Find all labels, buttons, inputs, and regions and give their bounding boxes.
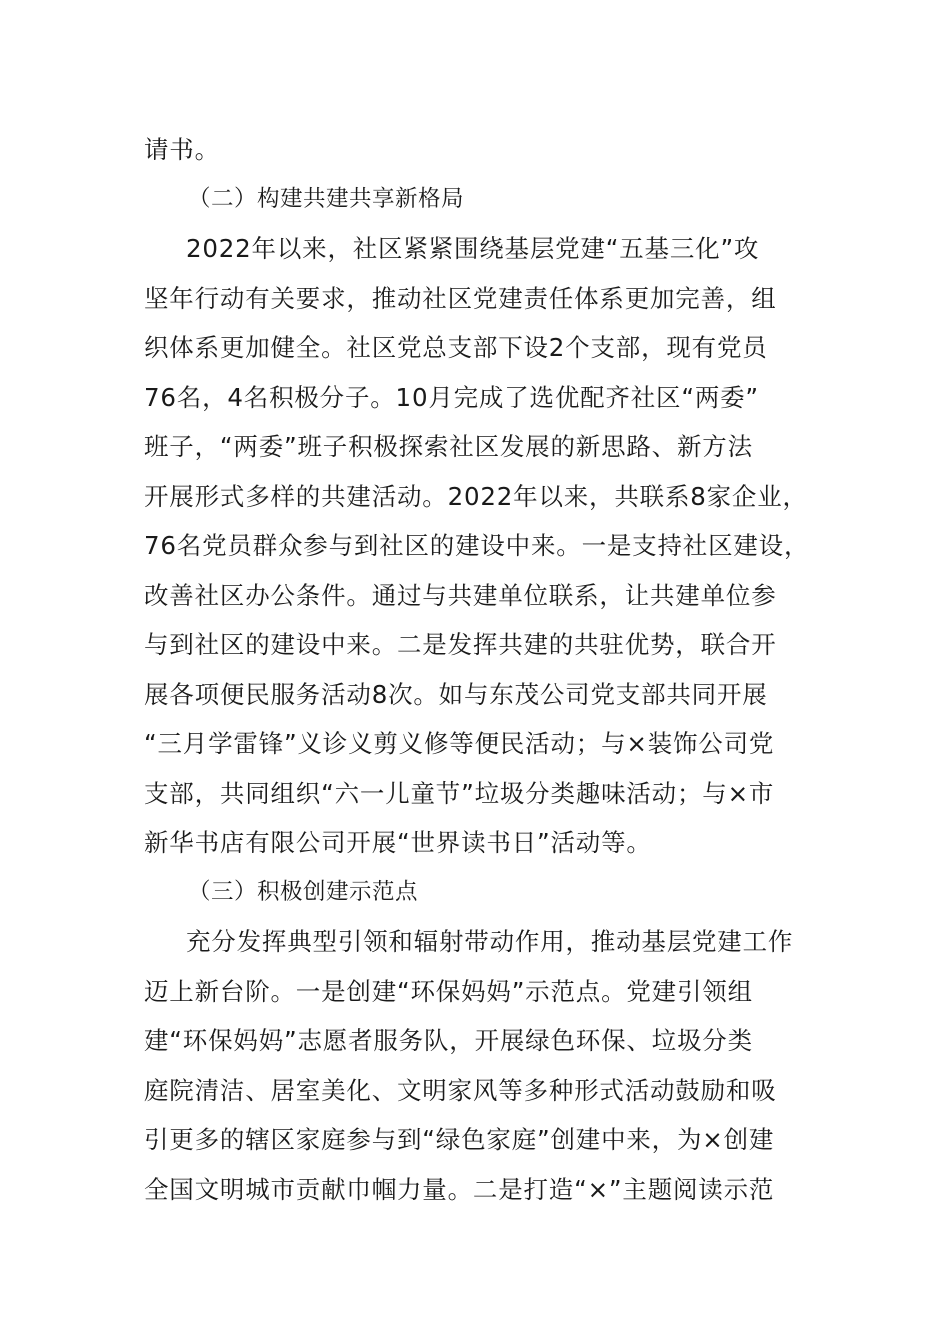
paragraph-line: 迈上新台阶。一是创建“环保妈妈”示范点。党建引领组 (144, 976, 753, 1006)
section-heading: （二）构建共建共享新格局 (188, 185, 465, 212)
paragraph-line: 支部，共同组织“六一儿童节”垃圾分类趣味活动；与×市 (144, 778, 775, 808)
paragraph-line: 充分发挥典型引领和辐射带动作用，推动基层党建工作 (186, 927, 794, 956)
paragraph-line: 织体系更加健全。社区党总支部下设2个支部，现有党员 (144, 333, 768, 362)
paragraph-line: 76名党员群众参与到社区的建设中来。一是支持社区建设， (144, 531, 810, 560)
paragraph-line: 建“环保妈妈”志愿者服务队，开展绿色环保、垃圾分类 (144, 1026, 753, 1055)
paragraph-line: 庭院清洁、居室美化、文明家风等多种形式活动鼓励和吸 (144, 1075, 777, 1105)
paragraph-line: 请书。 (144, 135, 220, 164)
paragraph-line: 2022年以来，社区紧紧围绕基层党建“五基三化”攻 (186, 234, 760, 263)
paragraph-line: 改善社区办公条件。通过与共建单位联系，让共建单位参 (144, 580, 777, 610)
paragraph-line: 76名，4名积极分子。10月完成了选优配齐社区“两委” (144, 382, 759, 412)
paragraph-line: 展各项便民服务活动8次。如与东茂公司党支部共同开展 (144, 679, 768, 709)
paragraph-line: 与到社区的建设中来。二是发挥共建的共驻优势，联合开 (144, 630, 777, 659)
paragraph-line: 引更多的辖区家庭参与到“绿色家庭”创建中来，为×创建 (144, 1125, 775, 1154)
section-heading: （三）积极创建示范点 (188, 878, 419, 905)
document-body (144, 125, 820, 1214)
paragraph-line: “三月学雷锋”义诊义剪义修等便民活动；与×装饰公司党 (144, 729, 775, 758)
paragraph-line: 全国文明城市贡献巾帼力量。二是打造“×”主题阅读示范 (144, 1174, 775, 1204)
paragraph-line: 班子，“两委”班子积极探索社区发展的新思路、新方法 (144, 432, 753, 461)
paragraph-line: 新华书店有限公司开展“世界读书日”活动等。 (144, 828, 652, 857)
paragraph-line: 开展形式多样的共建活动。2022年以来，共联系8家企业， (144, 481, 808, 511)
paragraph-line: 坚年行动有关要求，推动社区党建责任体系更加完善，组 (144, 283, 777, 313)
